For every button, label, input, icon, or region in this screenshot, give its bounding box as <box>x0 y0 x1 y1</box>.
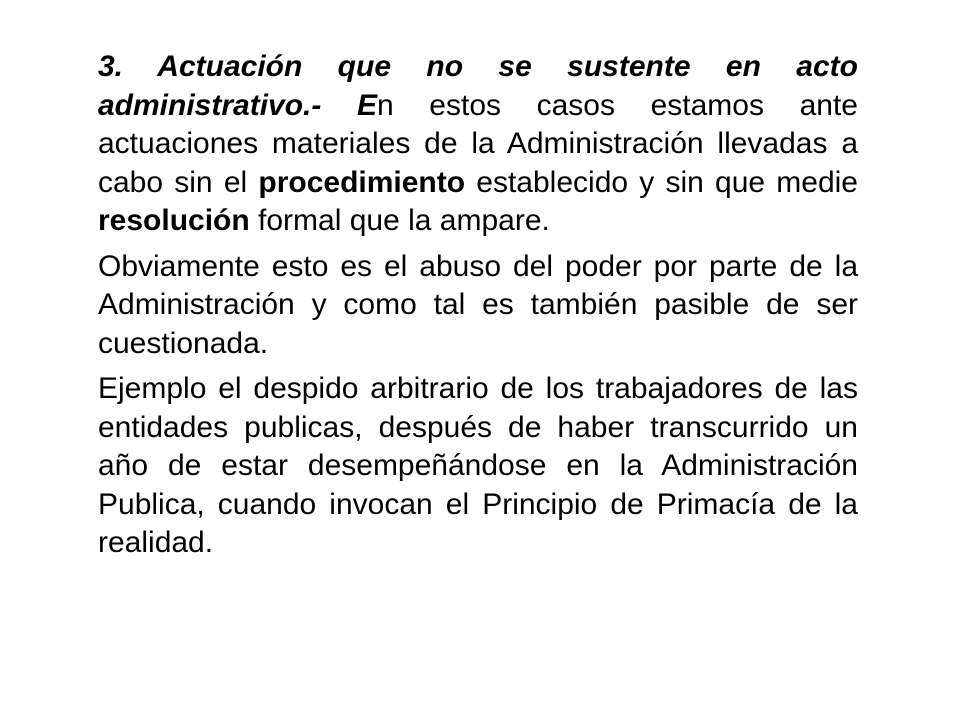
paragraph-heading: 3. Actuación que no se sustente en acto administrativo.- E <box>98 50 858 122</box>
paragraph-text-c: formal que la ampare. <box>249 204 550 237</box>
paragraph-abuso: Obviamente esto es el abuso del poder por parte de la Administración y como tal es también pasible de ser cuestionada. <box>98 249 858 360</box>
bold-term-procedimiento: procedimiento <box>258 165 466 199</box>
paragraph-actuacion <box>98 48 858 241</box>
paragraph-ejemplo: Ejemplo el despido arbitrario de los trabajadores de las entidades publicas, después de haber transcurrido un año de estar desempeñándose en la Administración Publica, cuando invocan el Principio de Primacía de la realidad. <box>98 372 858 559</box>
paragraph-text-b: establecido y sin que medie <box>465 165 858 199</box>
bold-term-resolucion: resolución <box>98 204 250 237</box>
paragraph-text-a: n estos casos estamos ante actuaciones materiales de la Administración llevadas a cabo sin el <box>98 88 858 199</box>
slide-body <box>98 48 858 570</box>
